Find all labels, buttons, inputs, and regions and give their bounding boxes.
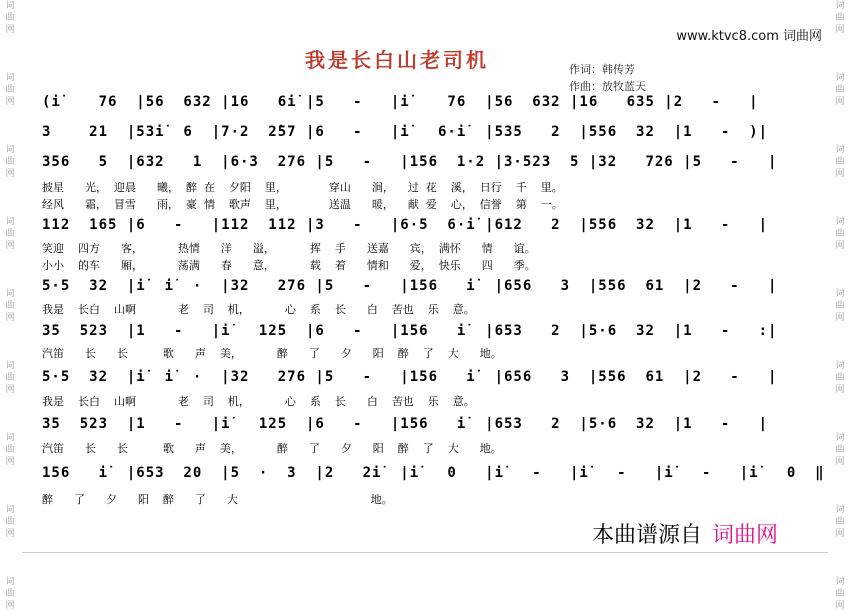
lyric-line: 笑迎 四方 客， 热情 洋 溢， 挥 手 送嘉 宾， 满怀 情 谊。 <box>42 242 536 255</box>
notation-line: 356 5 |632 1 |6·3 276 |5 - |156 1·2 |3·523 5 |32 726 |5 - | <box>42 154 778 170</box>
lyric-line: 经风 霜， 冒雪 雨， 豪 情 歌声 里， 送温 暖， 献 爱 心， 信誉 第 一。 <box>42 198 563 211</box>
source-note <box>592 518 778 549</box>
lyric-line: 汽笛 长 长 歌 声 美， 醉 了 夕 阳 醉 了 大 地。 <box>42 347 502 360</box>
site-watermark: www.ktvc8.com 词曲网 <box>676 29 822 44</box>
side-watermark-left: 词 曲 网 词 曲 网 词 曲 网 词 曲 网 词 曲 网 词 曲 网 词 曲 网 词 曲 网 词 曲 网 <box>5 1 15 611</box>
lyric-line: 小小 的车 厢， 荡满 春 意， 载 着 情和 爱， 快乐 四 季。 <box>42 259 536 272</box>
lyric-line: 我是 长白 山啊 老 司 机， 心 系 长 白 苦也 乐 意。 <box>42 395 475 408</box>
bottom-rule <box>22 552 828 553</box>
composer-credit: 作曲：放牧蓝天 <box>569 80 646 93</box>
notation-line: 112 165 |6 - |112 112 |3 - |6·5 6·i̇ |612 2 |556 32 |1 - | <box>42 217 769 233</box>
notation-line: 5·5 32 |i̇ i̇ · |32 276 |5 - |156 i̇ |656 3 |556 61 |2 - | <box>42 278 778 294</box>
song-title: 我是长白山老司机 <box>305 48 489 72</box>
source-label: 本曲谱源自 <box>592 523 703 548</box>
notation-line: 156 i̇ |653 20 |5 · 3 |2 2i̇ |i̇ 0 |i̇ - |i̇ - |i̇ - |i̇ 0 ‖ <box>42 465 825 481</box>
lyric-line: 披星 光， 迎晨 曦， 醉 在 夕阳 里， 穿山 涧， 过 花 溪， 日行 千 里。 <box>42 181 563 194</box>
notation-line: 3 21 |53i̇ 6 |7·2 2̇57 |6 - |i̇ 6·i̇ |535 2 |556 32 |1 - )| <box>42 124 769 140</box>
lyric-line: 醉 了 夕 阳 醉 了 大 地。 <box>42 493 393 506</box>
lyric-line: 我是 长白 山啊 老 司 机， 心 系 长 白 苦也 乐 意。 <box>42 303 475 316</box>
notation-line: (i̇ 76 |56 632 |16 6i̇ |5 - |i̇ 76 |56 632 |16 635 |2 - | <box>42 94 759 110</box>
song-credits <box>569 61 646 95</box>
notation-line: 5·5 32 |i̇ i̇ · |32 276 |5 - |156 i̇ |656 3 |556 61 |2 - | <box>42 369 778 385</box>
side-watermark-right: 词 曲 网 词 曲 网 词 曲 网 词 曲 网 词 曲 网 词 曲 网 词 曲 网 词 曲 网 词 曲 网 <box>835 1 845 611</box>
lyric-line: 汽笛 长 长 歌 声 美， 醉 了 夕 阳 醉 了 大 地。 <box>42 442 502 455</box>
source-brand[interactable]: 词曲网 <box>712 523 779 548</box>
notation-line: 35 523 |1 - |i̇ 125 |6 - |156 i̇ |653 2 |5·6 32 |1 - :| <box>42 323 778 339</box>
notation-line: 35 523 |1 - |i̇ 125 |6 - |156 i̇ |653 2 |5·6 32 |1 - | <box>42 416 769 432</box>
lyricist-credit: 作词：韩传芳 <box>569 63 635 76</box>
